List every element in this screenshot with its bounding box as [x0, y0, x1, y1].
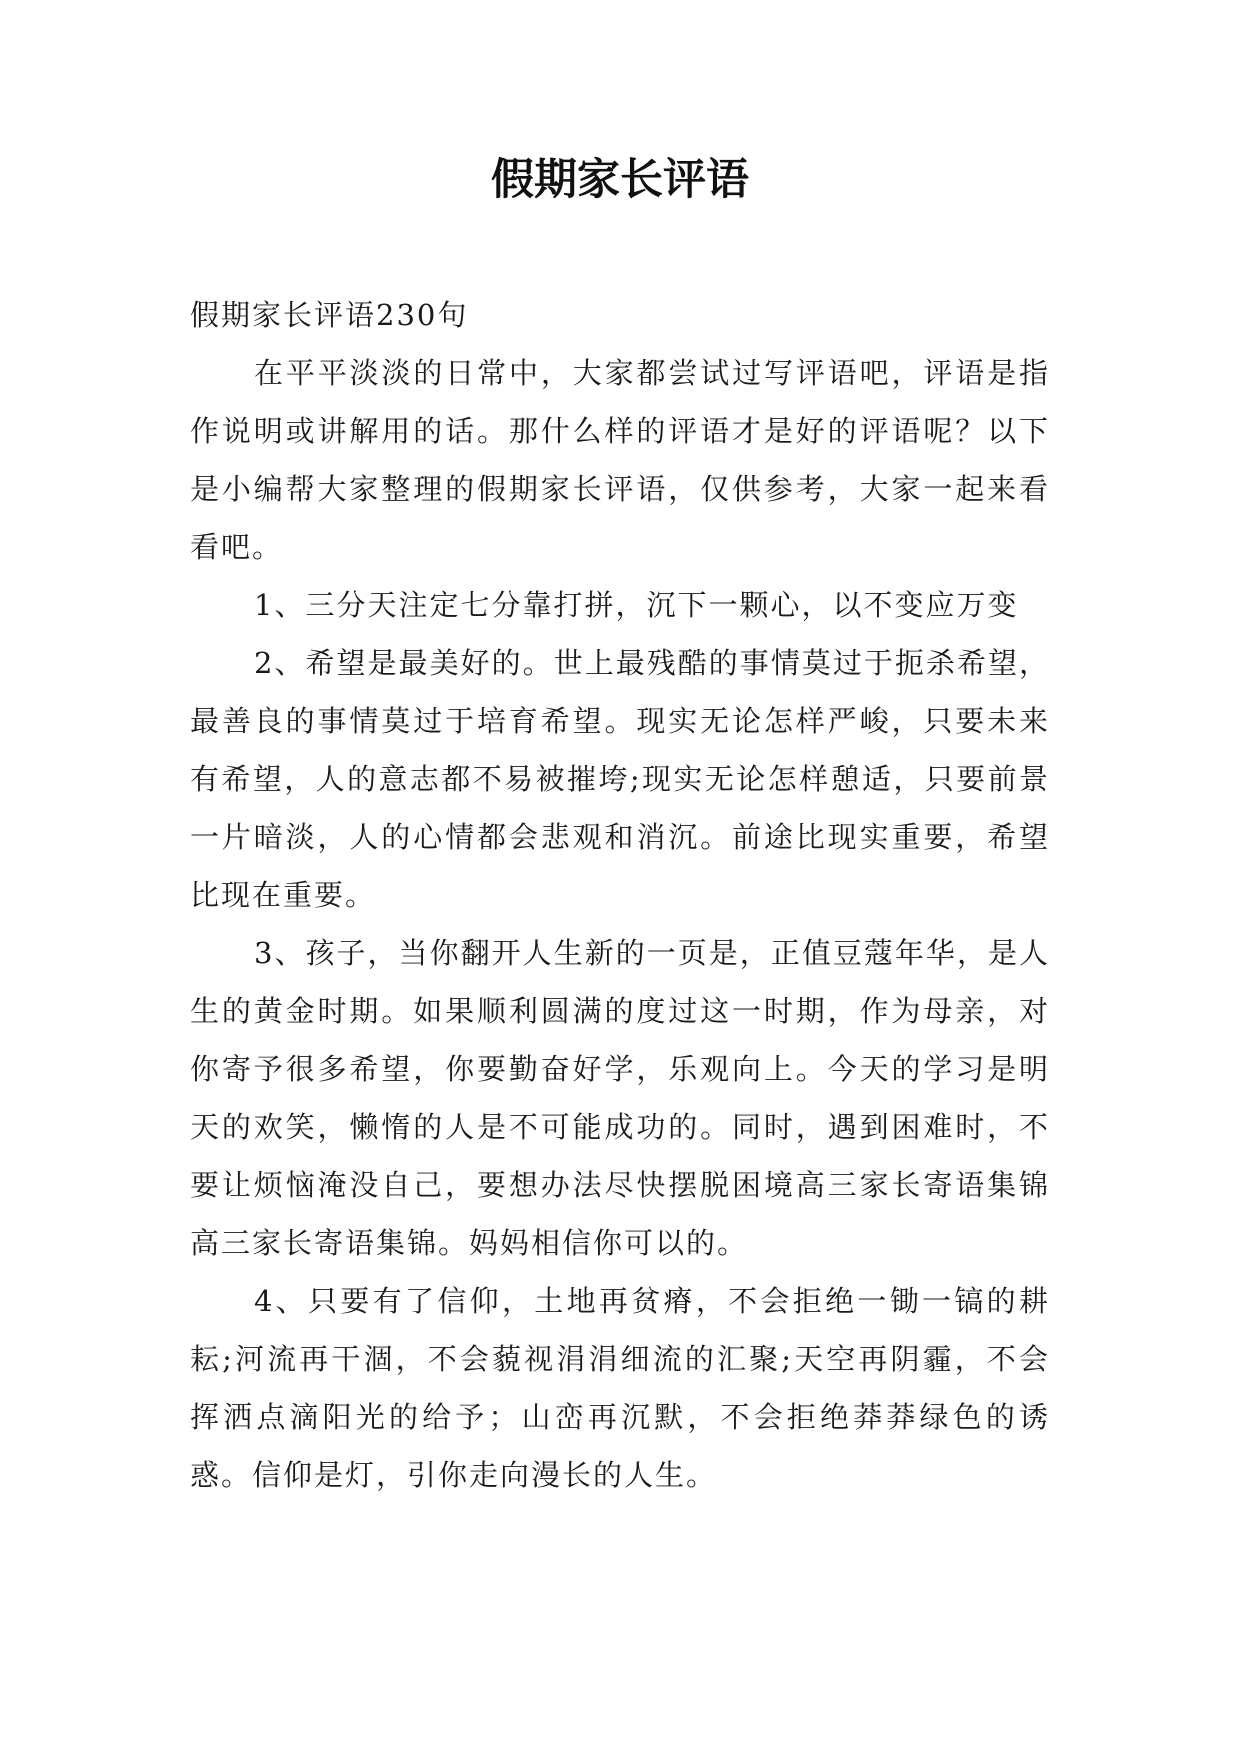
- document-body: [190, 286, 1050, 1504]
- document-title: 假期家长评语: [491, 155, 749, 205]
- comment-paragraph-4: 4、只要有了信仰，土地再贫瘠，不会拒绝一锄一镐的耕耘;河流再干涸，不会藐视涓涓细流的汇聚;天空再阴霾，不会挥洒点滴阳光的给予；山峦再沉默，不会拒绝莽莽绿色的诱惑。信仰是灯，引你走向漫长的人生。: [190, 1284, 1050, 1492]
- comment-paragraph-2: 2、希望是最美好的。世上最残酷的事情莫过于扼杀希望，最善良的事情莫过于培育希望。现实无论怎样严峻，只要未来有希望，人的意志都不易被摧垮;现实无论怎样憩适，只要前景一片暗淡，人的心情都会悲观和消沉。前途比现实重要，希望比现在重要。: [190, 646, 1050, 912]
- comment-paragraph-3: 3、孩子，当你翻开人生新的一页是，正值豆蔻年华，是人生的黄金时期。如果顺利圆满的度过这一时期，作为母亲，对你寄予很多希望，你要勤奋好学，乐观向上。今天的学习是明天的欢笑，懒惰的人是不可能成功的。同时，遇到困难时，不要让烦恼淹没自己，要想办法尽快摆脱困境高三家长寄语集锦高三家长寄语集锦。妈妈相信你可以的。: [190, 936, 1050, 1260]
- comment-paragraph-1: 1、三分天注定七分靠打拼，沉下一颗心，以不变应万变: [254, 588, 1019, 622]
- document-subtitle: 假期家长评语230句: [190, 298, 469, 332]
- intro-paragraph: 在平平淡淡的日常中，大家都尝试过写评语吧，评语是指作说明或讲解用的话。那什么样的评语才是好的评语呢？以下是小编帮大家整理的假期家长评语，仅供参考，大家一起来看看吧。: [190, 356, 1050, 564]
